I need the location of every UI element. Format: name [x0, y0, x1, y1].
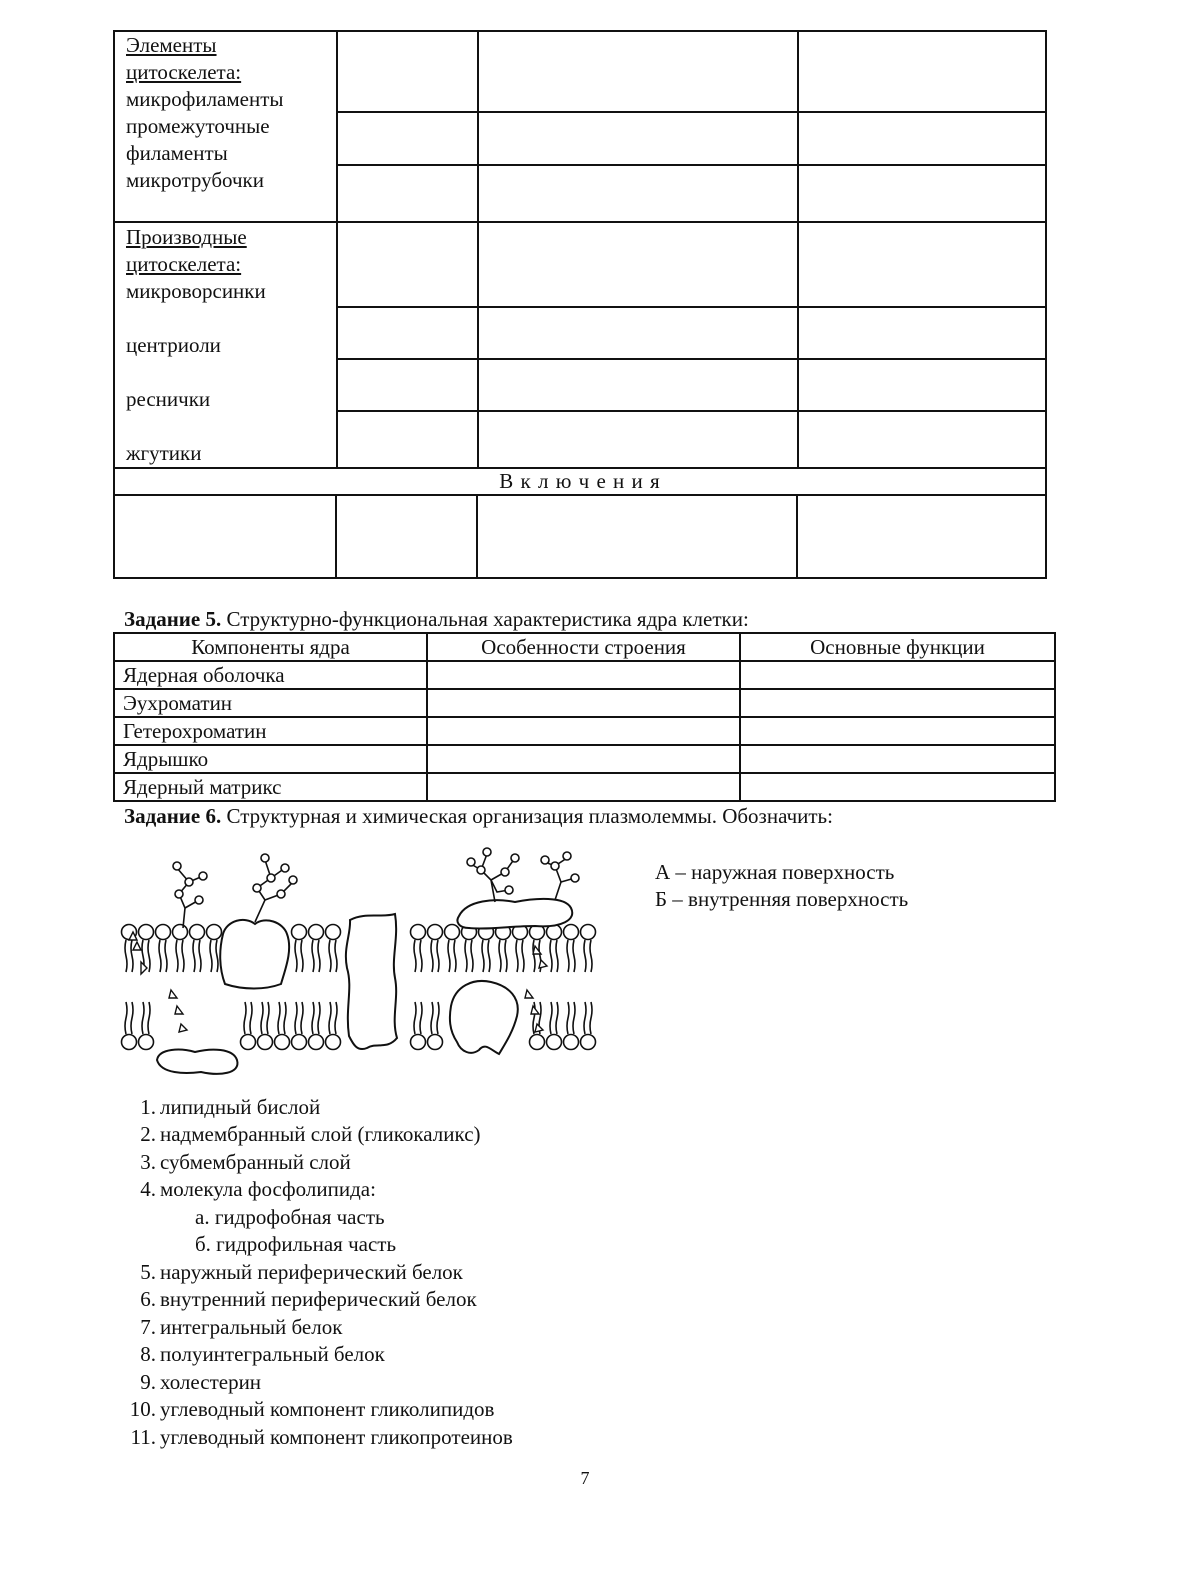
- phospholipid-head: [564, 1035, 579, 1050]
- phospholipid-tail: [550, 1002, 552, 1034]
- integral-protein: [346, 914, 397, 1049]
- derivatives-title-line1: Производные: [126, 225, 247, 249]
- derivatives-title-line2: цитоскелета:: [126, 252, 242, 276]
- task6-label: Задание 6.: [124, 804, 222, 828]
- phospholipid-tail: [295, 940, 297, 972]
- phospholipid-tail: [448, 940, 450, 972]
- legend-outer-surface: А – наружная поверхность: [655, 860, 895, 884]
- page-number: 7: [580, 1468, 590, 1488]
- phospholipid-tail: [131, 1002, 133, 1034]
- phospholipid-tail: [318, 1002, 320, 1034]
- phospholipid-head: [581, 1035, 596, 1050]
- phospholipid-tail: [420, 1002, 422, 1034]
- nucleus-row-label: Ядерный матрикс: [123, 775, 282, 799]
- nucleus-row-label: Эухроматин: [123, 691, 233, 715]
- phospholipid-head: [241, 1035, 256, 1050]
- nucleus-row-label: Гетерохроматин: [123, 719, 267, 743]
- phospholipid-tail: [176, 940, 178, 972]
- task6-text: Структурная и химическая организация плазмолеммы. Обозначить:: [221, 804, 833, 828]
- task5-text: Структурно-функциональная характеристика ядра клетки:: [221, 607, 749, 631]
- phospholipid-head: [275, 1035, 290, 1050]
- list-subitem: а. гидрофобная часть: [195, 1205, 385, 1229]
- phospholipid-tail: [573, 940, 575, 972]
- phospholipid-tail: [301, 1002, 303, 1034]
- phospholipid-tail: [431, 1002, 433, 1034]
- task5-label: Задание 5.: [124, 607, 222, 631]
- phospholipid-tail: [329, 1002, 331, 1034]
- phospholipid-tail: [482, 940, 484, 972]
- phospholipid-tail: [414, 1002, 416, 1034]
- phospholipid-tail: [318, 940, 320, 972]
- phospholipid-tail: [312, 940, 314, 972]
- phospholipid-tail: [556, 940, 558, 972]
- cytoskeleton-title-line1: Элементы: [126, 33, 217, 57]
- phospholipid-tail: [142, 1002, 144, 1034]
- phospholipid-head: [190, 925, 205, 940]
- phospholipid-tail: [516, 940, 518, 972]
- phospholipid-tail: [244, 1002, 246, 1034]
- task5-heading: [124, 606, 749, 633]
- cytoskeleton-item: микрофиламенты: [126, 87, 284, 111]
- phospholipid-head: [411, 925, 426, 940]
- phospholipid-tail: [522, 940, 524, 972]
- phospholipid-tail: [550, 940, 552, 972]
- cytoskeleton-item: микротрубочки: [126, 168, 264, 192]
- phospholipid-tail: [210, 940, 212, 972]
- inclusions-header: В к л ю ч е н и я: [499, 469, 661, 493]
- phospholipid-tail: [148, 1002, 150, 1034]
- phospholipid-tail: [159, 940, 161, 972]
- cytoskeleton-item: филаменты: [126, 141, 228, 165]
- phospholipid-head: [326, 925, 341, 940]
- phospholipid-head: [139, 1035, 154, 1050]
- phospholipid-tail: [148, 940, 150, 972]
- phospholipid-head: [173, 925, 188, 940]
- derivatives-item: жгутики: [126, 441, 202, 465]
- phospholipid-head: [581, 925, 596, 940]
- cytoskeleton-title-line2: цитоскелета:: [126, 60, 242, 84]
- phospholipid-tail: [329, 940, 331, 972]
- outer-semi-integral-protein: [220, 920, 289, 989]
- nucleus-header-components: Компоненты ядра: [191, 635, 350, 659]
- phospholipid-head: [309, 1035, 324, 1050]
- phospholipid-tail: [505, 940, 507, 972]
- phospholipid-tail: [584, 940, 586, 972]
- phospholipid-tail: [335, 940, 337, 972]
- phospholipid-head: [207, 925, 222, 940]
- phospholipid-tail: [567, 940, 569, 972]
- cytoskeleton-item: промежуточные: [126, 114, 270, 138]
- phospholipid-head: [530, 1035, 545, 1050]
- phospholipid-tail: [295, 1002, 297, 1034]
- phospholipid-tail: [125, 1002, 127, 1034]
- legend-inner-surface: Б – внутренняя поверхность: [655, 887, 909, 911]
- phospholipid-tail: [250, 1002, 252, 1034]
- phospholipid-tail: [471, 940, 473, 972]
- phospholipid-head: [292, 1035, 307, 1050]
- phospholipid-tail: [125, 940, 127, 972]
- phospholipid-tail: [454, 940, 456, 972]
- outer-peripheral-protein: [457, 899, 572, 929]
- phospholipid-tail: [465, 940, 467, 972]
- phospholipid-tail: [499, 940, 501, 972]
- derivatives-item: центриоли: [126, 333, 221, 357]
- phospholipid-head: [445, 925, 460, 940]
- list-subitem: б. гидрофильная часть: [195, 1232, 397, 1256]
- phospholipid-tail: [414, 940, 416, 972]
- derivatives-item: микроворсинки: [126, 279, 266, 303]
- phospholipid-head: [122, 1035, 137, 1050]
- phospholipid-head: [428, 925, 443, 940]
- phospholipid-tail: [488, 940, 490, 972]
- phospholipid-tail: [437, 1002, 439, 1034]
- task6-heading: [124, 803, 833, 830]
- phospholipid-tail: [199, 940, 201, 972]
- phospholipid-head: [139, 925, 154, 940]
- phospholipid-tail: [590, 1002, 592, 1034]
- phospholipid-tail: [437, 940, 439, 972]
- phospholipid-tail: [556, 1002, 558, 1034]
- phospholipid-head: [156, 925, 171, 940]
- phospholipid-tail: [573, 1002, 575, 1034]
- phospholipid-tail: [590, 940, 592, 972]
- phospholipid-tail: [278, 1002, 280, 1034]
- phospholipid-tail: [284, 1002, 286, 1034]
- phospholipid-head: [564, 925, 579, 940]
- phospholipid-tail: [584, 1002, 586, 1034]
- phospholipid-tail: [182, 940, 184, 972]
- derivatives-item: реснички: [126, 387, 211, 411]
- phospholipid-tail: [131, 940, 133, 972]
- phospholipid-tail: [335, 1002, 337, 1034]
- phospholipid-tail: [420, 940, 422, 972]
- phospholipid-tail: [216, 940, 218, 972]
- nucleus-header-structure: Особенности строения: [481, 635, 686, 659]
- phospholipid-tail: [261, 1002, 263, 1034]
- phospholipid-tail: [301, 940, 303, 972]
- phospholipid-head: [547, 1035, 562, 1050]
- phospholipid-tail: [567, 1002, 569, 1034]
- phospholipid-head: [258, 1035, 273, 1050]
- phospholipid-head: [309, 925, 324, 940]
- phospholipid-head: [326, 1035, 341, 1050]
- inner-semi-integral-protein: [450, 981, 518, 1054]
- phospholipid-tail: [312, 1002, 314, 1034]
- phospholipid-head: [292, 925, 307, 940]
- plasmalemma-diagram: [115, 838, 615, 1088]
- nucleus-row-label: Ядрышко: [123, 747, 209, 771]
- phospholipid-tail: [431, 940, 433, 972]
- phospholipid-tail: [165, 940, 167, 972]
- phospholipid-head: [428, 1035, 443, 1050]
- phospholipid-tail: [267, 1002, 269, 1034]
- phospholipid-tail: [193, 940, 195, 972]
- nucleus-row-label: Ядерная оболочка: [123, 663, 285, 687]
- inner-peripheral-protein: [157, 1050, 237, 1074]
- phospholipid-head: [411, 1035, 426, 1050]
- nucleus-header-functions: Основные функции: [810, 635, 985, 659]
